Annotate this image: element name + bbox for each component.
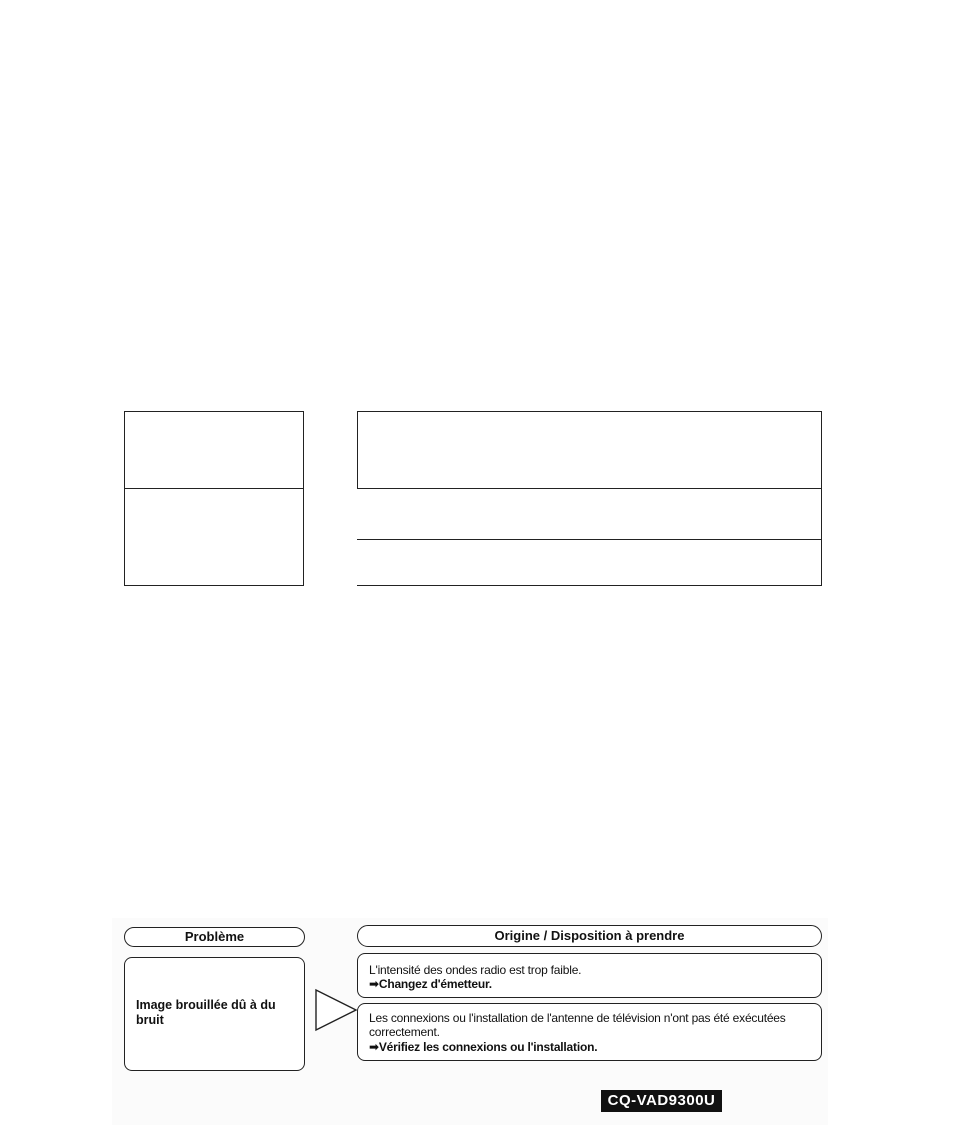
upper-cause-divider-2 — [357, 539, 822, 540]
cause-header — [357, 925, 822, 947]
cause-box-1 — [357, 953, 822, 998]
problem-header — [124, 927, 305, 947]
model-number: CQ-VAD9300U — [607, 1092, 716, 1109]
upper-cause-right-border — [821, 411, 822, 586]
problem-header-label: Problème — [184, 929, 245, 944]
model-badge — [601, 1090, 722, 1112]
upper-problem-cell — [124, 411, 304, 586]
upper-cause-bottom-border — [357, 585, 822, 586]
upper-cause-left-border — [357, 411, 358, 488]
cause-2-action: ➡Vérifiez les connexions ou l'installation. — [369, 1040, 598, 1054]
arrow-right-icon — [314, 988, 358, 1032]
upper-cause-divider-1 — [357, 488, 822, 489]
cause-box-2 — [357, 1003, 822, 1061]
cause-2-text: Les connexions ou l'installation de l'antenne de télévision n'ont pas été exécutées correctement. — [369, 1011, 786, 1039]
problem-text: Image brouillée dû à du bruit — [136, 998, 276, 1027]
cause-1-action: ➡Changez d'émetteur. — [369, 977, 492, 991]
upper-cause-top-border — [357, 411, 822, 412]
upper-problem-divider — [124, 488, 304, 489]
cause-header-label: Origine / Disposition à prendre — [494, 928, 685, 943]
cause-1-text: L'intensité des ondes radio est trop faible. — [369, 963, 582, 977]
problem-box — [124, 957, 305, 1071]
